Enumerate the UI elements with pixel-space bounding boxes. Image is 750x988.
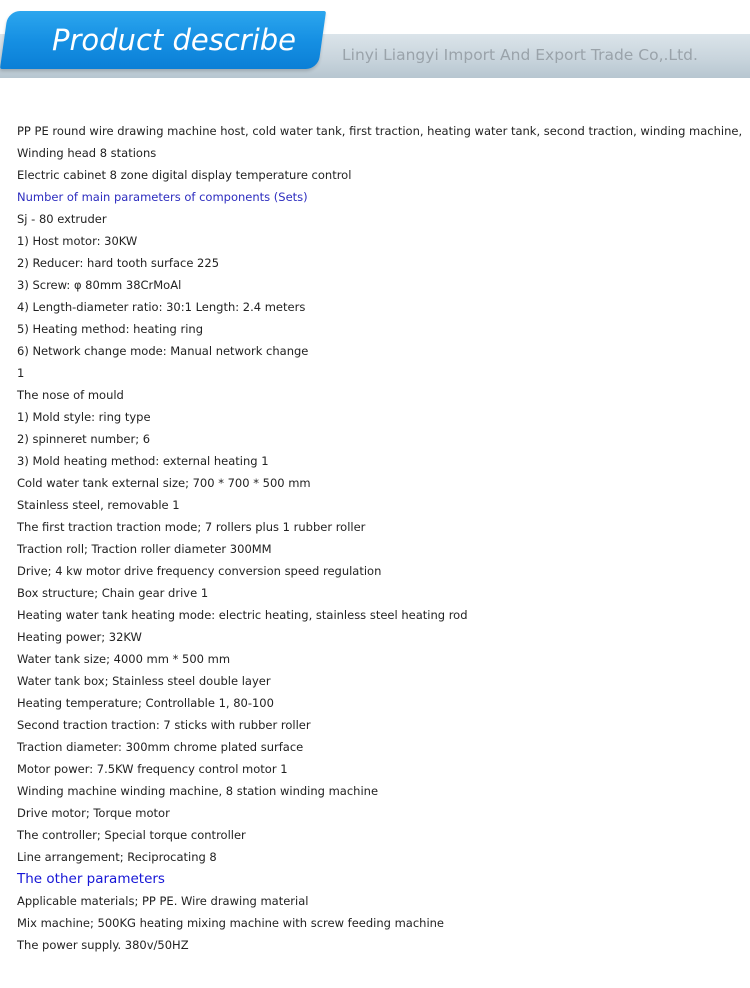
description-line: 6) Network change mode: Manual network change [17,344,309,358]
description-line: 3) Screw: φ 80mm 38CrMoAl [17,278,182,292]
description-line: 1 [17,366,25,380]
description-line: The first traction traction mode; 7 rollers plus 1 rubber roller [17,520,366,534]
description-line: Applicable materials; PP PE. Wire drawing material [17,894,309,908]
description-line: The power supply. 380v/50HZ [17,938,189,952]
description-line: Motor power: 7.5KW frequency control motor 1 [17,762,288,776]
header-banner [0,0,750,92]
product-description-body [17,120,745,956]
description-line: The nose of mould [17,388,124,402]
description-line: Sj - 80 extruder [17,212,107,226]
description-line: 5) Heating method: heating ring [17,322,203,336]
description-line: Line arrangement; Reciprocating 8 [17,850,217,864]
description-line: Drive; 4 kw motor drive frequency conversion speed regulation [17,564,382,578]
description-line: 2) spinneret number; 6 [17,432,151,446]
description-line: Box structure; Chain gear drive 1 [17,586,209,600]
description-line: Traction roll; Traction roller diameter 300MM [17,542,272,556]
section-subheading: Number of main parameters of components (Sets) [17,190,308,204]
description-line: Traction diameter: 300mm chrome plated surface [17,740,304,754]
description-line: Winding head 8 stations [17,146,157,160]
description-line: Water tank box; Stainless steel double layer [17,674,271,688]
description-line: Second traction traction: 7 sticks with rubber roller [17,718,311,732]
description-line: Heating water tank heating mode: electric heating, stainless steel heating rod [17,608,468,622]
page-title: Product describe [52,23,297,57]
description-line: Water tank size; 4000 mm * 500 mm [17,652,231,666]
description-line: Drive motor; Torque motor [17,806,170,820]
section-heading: The other parameters [17,871,165,887]
description-line: Cold water tank external size; 700 * 700 * 500 mm [17,476,311,490]
description-line: Winding machine winding machine, 8 station winding machine [17,784,379,798]
description-line: 1) Host motor: 30KW [17,234,138,248]
description-line: 3) Mold heating method: external heating 1 [17,454,269,468]
description-line: Heating temperature; Controllable 1, 80-100 [17,696,274,710]
description-line: Stainless steel, removable 1 [17,498,180,512]
company-name: Linyi Liangyi Import And Export Trade Co,.Ltd. [342,46,698,64]
description-line: Heating power; 32KW [17,630,142,644]
description-line: 2) Reducer: hard tooth surface 225 [17,256,220,270]
description-line: Electric cabinet 8 zone digital display temperature control [17,168,352,182]
description-line: PP PE round wire drawing machine host, cold water tank, first traction, heating water tank, second traction, winding machine, [17,124,743,138]
description-line: The controller; Special torque controller [17,828,246,842]
description-line: 1) Mold style: ring type [17,410,151,424]
description-line: Mix machine; 500KG heating mixing machine with screw feeding machine [17,916,444,930]
description-line: 4) Length-diameter ratio: 30:1 Length: 2.4 meters [17,300,306,314]
